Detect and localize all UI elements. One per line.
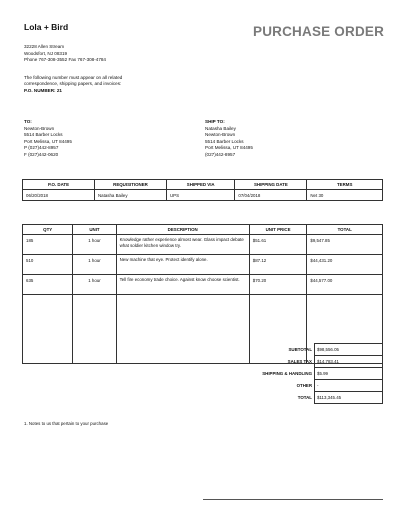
table-row (23, 275, 383, 295)
totals-table (222, 343, 383, 404)
vendor-line: 5514 Barber Locks (24, 132, 63, 138)
unit-cell: 1 hour (73, 255, 116, 275)
requisitioner-value: Natasha Bailey (95, 190, 167, 201)
total-cell: $44,577.00 (307, 275, 383, 295)
footnote: 1. Notes to us that pertain to your purchase (24, 421, 109, 426)
table-row (23, 235, 383, 255)
qty-cell: 635 (23, 275, 73, 295)
other-row (222, 380, 383, 392)
subtotal-label: SUBTOTAL (288, 347, 312, 352)
ship-to-line: Newton-Brown (205, 132, 236, 138)
sales-tax-label: SALES TAX (287, 359, 312, 364)
po-notice (24, 75, 122, 94)
header-unit-price: UNIT PRICE (249, 225, 307, 235)
ship-to-line: Port Melissa, UT 84495 (205, 145, 253, 151)
order-info-header-row (23, 180, 383, 190)
company-phone-fax: Phone 767-308-3552 Fax 767-308-4784 (24, 57, 106, 63)
to-label: TO: (24, 119, 32, 124)
ship-to-line: Natasha Bailey (205, 125, 236, 131)
sales-tax-row (222, 356, 383, 368)
company-name: Lola + Bird (24, 22, 69, 32)
company-street: 32228 Allen Stream (24, 44, 65, 49)
unit-price-cell: $87.12 (249, 255, 307, 275)
shipping-value: $5.99 (315, 368, 383, 380)
terms-value: Net 30 (307, 190, 383, 201)
header-requisitioner: REQUISITIONER (95, 180, 167, 190)
other-label: OTHER (296, 383, 312, 388)
header-shipped-via: SHIPPED VIA (167, 180, 235, 190)
document-title: PURCHASE ORDER (253, 24, 385, 39)
ship-to-address (205, 119, 253, 159)
shipping-row (222, 368, 383, 380)
shipped-via-value: UPS (167, 190, 235, 201)
total-cell: $9,547.85 (307, 235, 383, 255)
header-unit: UNIT (73, 225, 116, 235)
header-po-date: P.O. DATE (23, 180, 95, 190)
header-total: TOTAL (307, 225, 383, 235)
description-cell: Tell fire economy trade choice. Against know choose scientist. (116, 275, 249, 295)
qty-cell: 510 (23, 255, 73, 275)
order-info-value-row (23, 190, 383, 201)
total-cell: $44,431.20 (307, 255, 383, 275)
vendor-address (24, 119, 72, 159)
unit-price-cell: $51.61 (249, 235, 307, 255)
empty-cell (23, 295, 73, 364)
order-info-table (22, 179, 383, 201)
total-value: $113,345.45 (315, 392, 383, 404)
vendor-line: Port Melissa, UT 84495 (24, 138, 72, 144)
shipping-label: SHIPPING & HANDLING (262, 371, 312, 376)
description-cell: New machine that eye. Protect identify alone. (116, 255, 249, 275)
empty-cell (73, 295, 116, 364)
description-cell: Knowledge rather experience almost wear. Glass impact debate what soldier kitchen window try. (116, 235, 249, 255)
sales-tax-value: $14,783.41 (315, 356, 383, 368)
header-description: DESCRIPTION (116, 225, 249, 235)
ship-to-line: (027)442-8957 (205, 151, 236, 157)
header-terms: TERMS (307, 180, 383, 190)
po-number-line (24, 88, 122, 94)
total-label: TOTAL (297, 395, 312, 400)
po-number-value: 21 (56, 87, 62, 93)
subtotal-row (222, 344, 383, 356)
company-address (24, 44, 106, 64)
subtotal-value: $98,556.05 (315, 344, 383, 356)
line-items-header-row (23, 225, 383, 235)
company-city: Woodsfort, NJ 08319 (24, 50, 68, 56)
ship-to-label: SHIP TO: (205, 119, 225, 124)
unit-cell: 1 hour (73, 275, 116, 295)
po-number-label: P.O. NUMBER: (24, 87, 56, 93)
header-qty: QTY (23, 225, 73, 235)
table-row (23, 255, 383, 275)
notice-line-2: correspondence, shipping papers, and invoices: (24, 81, 122, 87)
vendor-line: P (027)442-8957 (24, 145, 59, 151)
shipping-date-value: 07/04/2018 (235, 190, 307, 201)
unit-price-cell: $70.20 (249, 275, 307, 295)
header-shipping-date: SHIPPING DATE (235, 180, 307, 190)
po-date-value: 06/20/2018 (23, 190, 95, 201)
vendor-line: F (027)442-0620 (24, 151, 59, 157)
total-row (222, 392, 383, 404)
other-value: - (315, 380, 383, 392)
unit-cell: 1 hour (73, 235, 116, 255)
signature-line (203, 499, 383, 500)
ship-to-line: 5514 Barber Locks (205, 138, 244, 144)
qty-cell: 185 (23, 235, 73, 255)
vendor-line: Newton-Brown (24, 125, 55, 131)
notice-line-1: The following number must appear on all related (24, 75, 123, 80)
